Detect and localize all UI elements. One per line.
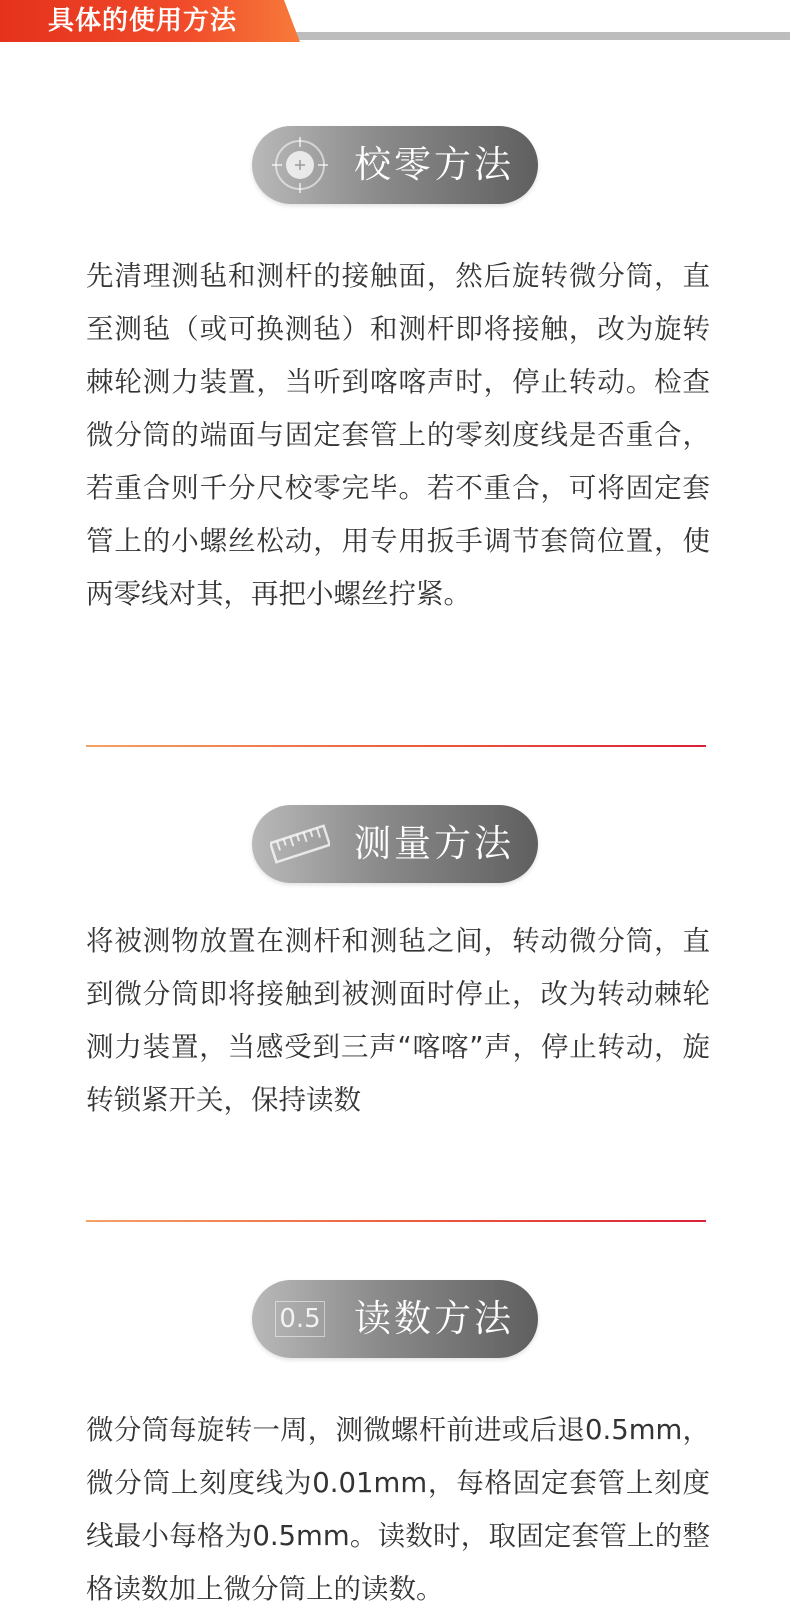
section-header-banner — [0, 0, 790, 44]
heading-pill-reading — [252, 1280, 538, 1358]
heading-reading: 读数方法 — [354, 1297, 514, 1340]
header-rule — [285, 32, 790, 40]
heading-zeroing: 校零方法 — [354, 143, 514, 186]
heading-measuring: 测量方法 — [354, 822, 514, 865]
section-divider — [86, 1220, 706, 1222]
heading-pill-zeroing — [252, 126, 538, 204]
page-title: 具体的使用方法 — [48, 6, 238, 36]
section-divider — [86, 745, 706, 747]
ruler-icon — [270, 814, 330, 874]
icon-0-5-text: 0.5 — [275, 1301, 324, 1337]
reading-0-5-icon — [270, 1289, 330, 1349]
heading-pill-measuring — [252, 805, 538, 883]
paragraph-zeroing: 先清理测毡和测杆的接触面，然后旋转微分筒，直至测毡（或可换测毡）和测杆即将接触，改为旋转棘轮测力装置，当听到喀喀声时，停止转动。检查微分筒的端面与固定套管上的零刻度线是否重合，若重合则千分尺校零完毕。若不重合，可将固定套管上的小螺丝松动，用专用扳手调节套筒位置，使两零线对其，再把小螺丝拧紧。 — [86, 260, 710, 610]
paragraph-measuring: 将被测物放置在测杆和测毡之间，转动微分筒，直到微分筒即将接触到被测面时停止，改为转动棘轮测力装置，当感受到三声“喀喀”声，停止转动，旋转锁紧开关，保持读数 — [86, 925, 710, 1116]
paragraph-reading: 微分筒每旋转一周，测微螺杆前进或后退0.5mm，微分筒上刻度线为0.01mm，每格固定套管上刻度线最小每格为0.5mm。读数时，取固定套管上的整格读数加上微分筒上的读数。 — [86, 1414, 710, 1605]
crosshair-icon — [270, 135, 330, 195]
